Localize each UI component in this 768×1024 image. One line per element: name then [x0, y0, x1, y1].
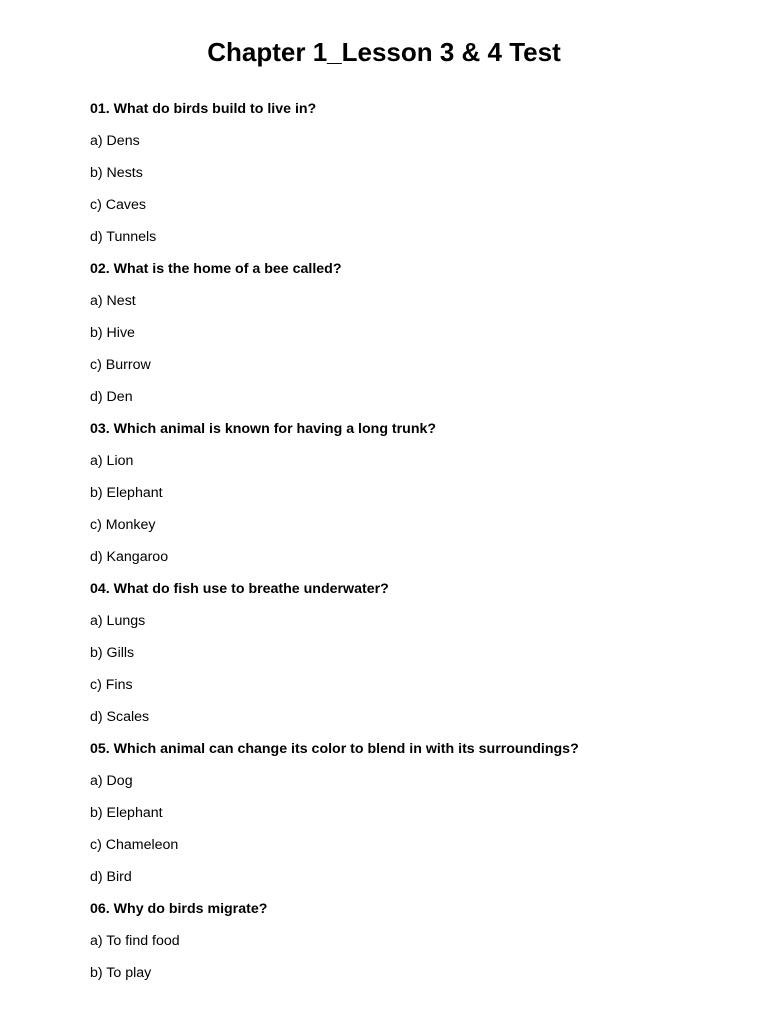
question-3-option-c: c) Monkey — [90, 517, 156, 533]
question-1-option-c: c) Caves — [90, 197, 146, 213]
question-3-option-d: d) Kangaroo — [90, 549, 169, 565]
question-3: 03. Which animal is known for having a long trunk? — [90, 421, 437, 437]
question-6-option-b: b) To play — [90, 965, 152, 981]
question-4-option-d: d) Scales — [90, 709, 150, 725]
question-6: 06. Why do birds migrate? — [90, 901, 268, 917]
question-5-option-a: a) Dog — [90, 773, 133, 789]
question-2: 02. What is the home of a bee called? — [90, 261, 342, 277]
question-1: 01. What do birds build to live in? — [90, 101, 317, 117]
question-4-option-b: b) Gills — [90, 645, 135, 661]
question-2-option-b: b) Hive — [90, 325, 135, 341]
question-5: 05. Which animal can change its color to blend in with its surroundings? — [90, 741, 579, 757]
question-2-option-a: a) Nest — [90, 293, 136, 309]
question-4: 04. What do fish use to breathe underwater? — [90, 581, 389, 597]
question-4-option-c: c) Fins — [90, 677, 133, 693]
question-5-option-b: b) Elephant — [90, 805, 163, 821]
page-title: Chapter 1_Lesson 3 & 4 Test — [207, 37, 561, 67]
question-4-option-a: a) Lungs — [90, 613, 146, 629]
question-2-option-c: c) Burrow — [90, 357, 151, 373]
question-1-option-b: b) Nests — [90, 165, 143, 181]
question-5-option-c: c) Chameleon — [90, 837, 179, 853]
question-list — [90, 99, 730, 995]
question-1-option-a: a) Dens — [90, 133, 140, 149]
question-5-option-d: d) Bird — [90, 869, 132, 885]
question-3-option-b: b) Elephant — [90, 485, 163, 501]
question-1-option-d: d) Tunnels — [90, 229, 157, 245]
question-6-option-a: a) To find food — [90, 933, 180, 949]
question-2-option-d: d) Den — [90, 389, 133, 405]
question-3-option-a: a) Lion — [90, 453, 134, 469]
